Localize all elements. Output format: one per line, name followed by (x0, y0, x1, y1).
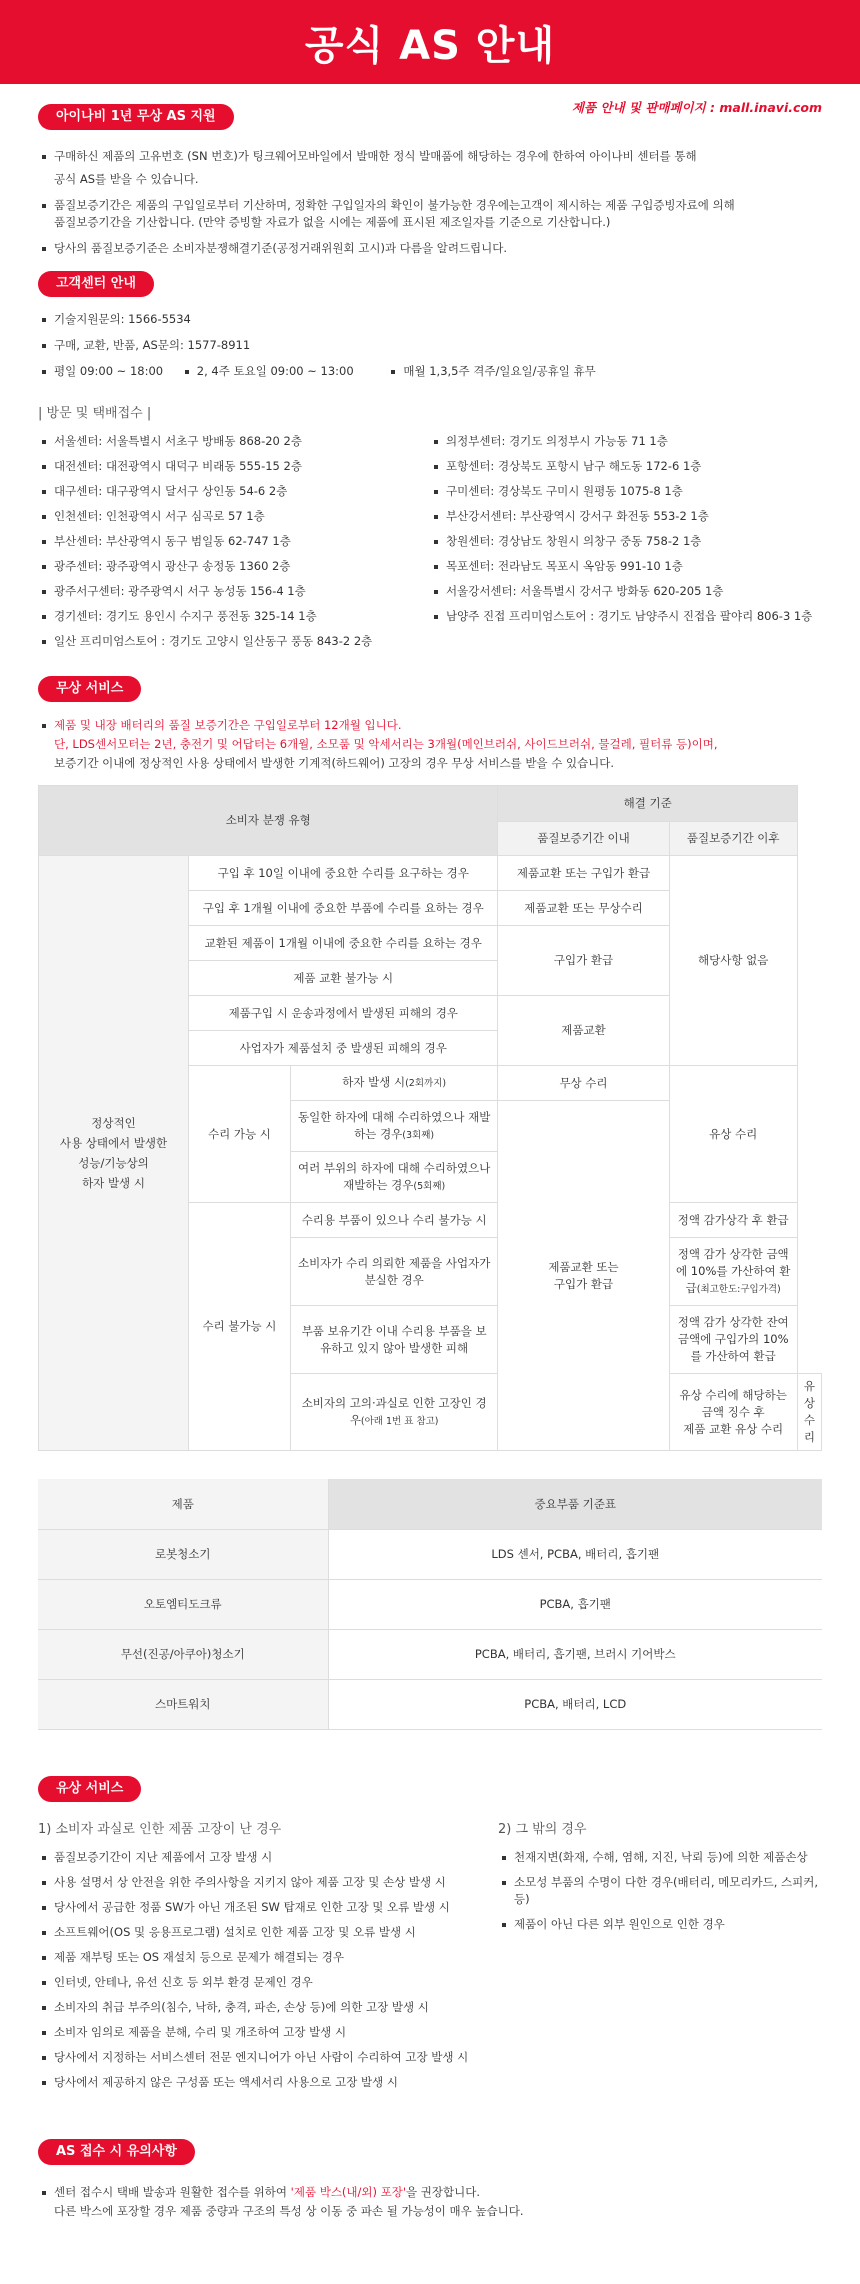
table-cell: 소비자의 고의·과실로 인한 고장인 경우(아래 1번 표 참고) (290, 1374, 498, 1451)
content (0, 98, 860, 2221)
table-cell: 제품교환 또는 구입가 환급 (498, 1101, 669, 1451)
center-item: 서울강서센터: 서울특별시 강서구 방화동 620-205 1층 (430, 583, 822, 600)
table-cell: 여러 부위의 하자에 대해 수리하였으나 재발하는 경우(5회째) (290, 1152, 498, 1203)
table-cell: 유상 수리 (669, 1066, 797, 1203)
parts-cell: PCBA, 흡기팬 (328, 1579, 822, 1629)
caution-line-1: 센터 접수시 택배 발송과 원활한 접수를 위하여 '제품 박스(내/외) 포장'을 권장합니다. (54, 2184, 480, 2199)
paid-service-columns (38, 1818, 822, 2099)
list-item: 공식 AS를 받을 수 있습니다. (54, 172, 199, 186)
list-item: 소프트웨어(OS 및 응용프로그램) 설치로 인한 제품 고장 및 오류 발생 시 (38, 1924, 498, 1941)
free-service-notice (38, 716, 822, 773)
table-cell: 동일한 하자에 대해 수리하였으나 재발하는 경우(3회째) (290, 1101, 498, 1152)
table-cell: 제품교환 (498, 996, 669, 1066)
table-cell: 정액 감가상각 후 환급 (669, 1203, 797, 1238)
purchase-phone: 구매, 교환, 반품, AS문의: 1577-8911 (38, 337, 822, 354)
table-cell: 유상 수리 (797, 1374, 821, 1451)
table-cell: 정액 감가 상각한 금액에 10%를 가산하여 환급(최고한도:구입가격) (669, 1238, 797, 1306)
free-as-section (38, 104, 822, 257)
paid-col-consumer (38, 1818, 498, 2099)
caution-section (38, 2139, 822, 2221)
table-cell: 수리 불가능 시 (189, 1203, 291, 1451)
visit-title: | 방문 및 택배접수 | (38, 406, 152, 421)
list-item: 당사에서 지정하는 서비스센터 전문 엔지니어가 아닌 사람이 수리하여 고장 발생 시 (38, 2049, 498, 2066)
table-cell: 교환된 제품이 1개월 이내에 중요한 수리를 요하는 경우 (189, 926, 498, 961)
list-item: 당사에서 제공하지 않은 구성품 또는 액세서리 사용으로 고장 발생 시 (38, 2074, 498, 2091)
list-item: 당사에서 공급한 정품 SW가 아닌 개조된 SW 탑재로 인한 고장 및 오류 발생 시 (38, 1899, 498, 1916)
free-service-pill: 무상 서비스 (38, 676, 141, 702)
table-cell: 정액 감가 상각한 잔여 금액에 구입가의 10%를 가산하여 환급 (669, 1306, 797, 1374)
free-as-pill: 아이나비 1년 무상 AS 지원 (38, 104, 234, 130)
caution-notice (38, 2183, 822, 2221)
center-item: 포항센터: 경상북도 포항시 남구 해도동 172-6 1층 (430, 458, 822, 475)
paid-col-title: 1) 소비자 과실로 인한 제품 고장이 난 경우 (38, 1821, 282, 1837)
header-after-warranty: 품질보증기간 이후 (669, 822, 797, 856)
table-cell: 제품구입 시 운송과정에서 발생된 피해의 경우 (189, 996, 498, 1031)
paid-col-title: 2) 그 밖의 경우 (498, 1821, 587, 1837)
list-item: 사용 설명서 상 안전을 위한 주의사항을 지키지 않아 제품 고장 및 손상 발생 시 (38, 1874, 498, 1891)
mall-link[interactable]: 제품 안내 및 판매페이지 : mall.inavi.com (571, 100, 822, 115)
table-cell: 수리 가능 시 (189, 1066, 291, 1203)
table-cell: 유상 수리에 해당하는 금액 징수 후 제품 교환 유상 수리 (669, 1374, 797, 1451)
center-item: 일산 프리미엄스토어 : 경기도 고양시 일산동구 풍동 843-2 2층 (38, 633, 430, 650)
center-item: 목포센터: 전라남도 목포시 옥암동 991-10 1층 (430, 558, 822, 575)
center-item: 경기센터: 경기도 용인시 수지구 풍전동 325-14 1층 (38, 608, 430, 625)
product-cell: 로봇청소기 (38, 1529, 328, 1579)
table-row (38, 1679, 822, 1729)
list-item: 인터넷, 안테나, 유선 신호 등 외부 환경 문제인 경우 (38, 1974, 498, 1991)
center-item: 광주센터: 광주광역시 광산구 송정동 1360 2층 (38, 558, 430, 575)
center-list-left (38, 433, 430, 658)
caution-pill: AS 접수 시 유의사항 (38, 2139, 195, 2165)
list-item: 제품이 아닌 다른 외부 원인으로 인한 경우 (498, 1916, 822, 1933)
table-cell: 무상 수리 (498, 1066, 669, 1101)
center-list (38, 433, 822, 658)
list-item: 품질보증기간이 지난 제품에서 고장 발생 시 (38, 1849, 498, 1866)
customer-center-section (38, 271, 822, 380)
hero-banner (0, 0, 860, 84)
center-item: 남양주 진접 프리미엄스토어 : 경기도 남양주시 진접읍 팔야리 806-3 1층 (430, 608, 822, 625)
header-parts: 중요부품 기준표 (328, 1479, 822, 1529)
hours-closed: 매월 1,3,5주 격주/일요일/공휴일 휴무 (389, 364, 611, 378)
center-item: 인천센터: 인천광역시 서구 심곡로 57 1층 (38, 508, 430, 525)
center-item: 대구센터: 대구광역시 달서구 상인동 54-6 2층 (38, 483, 430, 500)
visit-section (38, 402, 822, 658)
defect-group: 정상적인 사용 상태에서 발생한 성능/기능상의 하자 발생 시 (39, 856, 189, 1451)
page-title: 공식 AS 안내 (304, 22, 556, 69)
paid-col-other (498, 1818, 822, 2099)
list-item: 천재지변(화재, 수해, 염해, 지진, 낙뢰 등)에 의한 제품손상 (498, 1849, 822, 1866)
warranty-line-2: 단, LDS센서모터는 2년, 충전기 및 어답터는 6개월, 소모품 및 악세서리는 3개월(메인브러쉬, 사이드브러쉬, 물걸레, 필터류 등)이며, (54, 737, 718, 751)
free-service-section (38, 676, 822, 1730)
table-cell: 부품 보유기간 이내 수리용 부품을 보유하고 있지 않아 발생한 피해 (290, 1306, 498, 1374)
center-item: 구미센터: 경상북도 구미시 원평동 1075-8 1층 (430, 483, 822, 500)
table-cell: 구입 후 10일 이내에 중요한 수리를 요구하는 경우 (189, 856, 498, 891)
list-item: 제품 재부팅 또는 OS 재설치 등으로 문제가 해결되는 경우 (38, 1949, 498, 1966)
list-item: 구매하신 제품의 고유번호 (SN 번호)가 팅크웨어모바일에서 발매한 정식 발매품에 해당하는 경우에 한하여 아이나비 센터를 통해 (38, 148, 822, 165)
table-cell: 소비자가 수리 의뢰한 제품을 사업자가 분실한 경우 (290, 1238, 498, 1306)
paid-service-pill: 유상 서비스 (38, 1776, 141, 1802)
hours-row (38, 363, 822, 380)
list-item: 소비자 임의로 제품을 분해, 수리 및 개조하여 고장 발생 시 (38, 2024, 498, 2041)
table-cell: 구입가 환급 (498, 926, 669, 996)
table-cell: 제품 교환 불가능 시 (189, 961, 498, 996)
header-product: 제품 (38, 1479, 328, 1529)
table-cell: 구입 후 1개월 이내에 중요한 부품에 수리를 요하는 경우 (189, 891, 498, 926)
customer-center-list (38, 311, 822, 380)
table-cell: 사업자가 제품설치 중 발생된 피해의 경우 (189, 1031, 498, 1066)
free-as-list (38, 148, 822, 257)
center-item: 부산강서센터: 부산광역시 강서구 화전동 553-2 1층 (430, 508, 822, 525)
paid-service-section (38, 1776, 822, 2099)
parts-cell: LDS 센서, PCBA, 배터리, 흡기팬 (328, 1529, 822, 1579)
as-criteria-table (38, 785, 822, 1451)
table-row (38, 1629, 822, 1679)
hours-saturday: 2, 4주 토요일 09:00 ~ 13:00 (183, 364, 370, 378)
tech-support-phone: 기술지원문의: 1566-5534 (38, 311, 822, 328)
center-item: 서울센터: 서울특별시 서초구 방배동 868-20 2층 (38, 433, 430, 450)
table-cell: 제품교환 또는 구입가 환급 (498, 856, 669, 891)
center-item: 광주서구센터: 광주광역시 서구 농성동 156-4 1층 (38, 583, 430, 600)
list-item: 품질보증기간은 제품의 구입일로부터 기산하며, 정확한 구입일자의 확인이 불가능한 경우에는고객이 제시하는 제품 구입증빙자료에 의해 (38, 197, 822, 214)
table-row (38, 1529, 822, 1579)
header-dispute-type: 소비자 분쟁 유형 (39, 786, 498, 856)
warranty-line-1: 제품 및 내장 배터리의 품질 보증기간은 구입일로부터 12개월 입니다. (54, 718, 402, 732)
customer-center-pill: 고객센터 안내 (38, 271, 154, 297)
product-cell: 무선(진공/아쿠아)청소기 (38, 1629, 328, 1679)
list-item: 소모성 부품의 수명이 다한 경우(배터리, 메모리카드, 스피커, 등) (498, 1874, 822, 1908)
parts-table (38, 1479, 822, 1730)
table-cell: 제품교환 또는 무상수리 (498, 891, 669, 926)
center-item: 대전센터: 대전광역시 대덕구 비래동 555-15 2층 (38, 458, 430, 475)
table-cell: 수리용 부품이 있으나 수리 불가능 시 (290, 1203, 498, 1238)
header-within-warranty: 품질보증기간 이내 (498, 822, 669, 856)
warranty-line-3: 보증기간 이내에 정상적인 사용 상태에서 발생한 기계적(하드웨어) 고장의 경우 무상 서비스를 받을 수 있습니다. (54, 756, 615, 770)
list-item: 품질보증기간을 기산합니다. (만약 증빙할 자료가 없을 시에는 제품에 표시된 제조일자를 기준으로 기산합니다.) (54, 215, 611, 229)
list-item: 당사의 품질보증기준은 소비자분쟁해결기준(공정거래위원회 고시)과 다름을 알려드립니다. (38, 240, 822, 257)
center-list-right (430, 433, 822, 658)
center-item: 부산센터: 부산광역시 동구 범일동 62-747 1층 (38, 533, 430, 550)
header-resolution: 해결 기준 (498, 786, 797, 822)
caution-line-2: 다른 박스에 포장할 경우 제품 중량과 구조의 특성 상 이동 중 파손 될 가능성이 매우 높습니다. (54, 2203, 524, 2218)
list-item: 소비자의 취급 부주의(침수, 낙하, 충격, 파손, 손상 등)에 의한 고장 발생 시 (38, 1999, 498, 2016)
table-cell: 하자 발생 시(2회까지) (290, 1066, 498, 1101)
table-cell: 해당사항 없음 (669, 856, 797, 1066)
parts-cell: PCBA, 배터리, LCD (328, 1679, 822, 1729)
table-row (38, 1579, 822, 1629)
center-item: 창원센터: 경상남도 창원시 의창구 중동 758-2 1층 (430, 533, 822, 550)
box-packaging-highlight: '제품 박스(내/외) 포장' (290, 2184, 407, 2199)
product-cell: 스마트워치 (38, 1679, 328, 1729)
product-cell: 오토엠티도크류 (38, 1579, 328, 1629)
hours-weekday: 평일 09:00 ~ 18:00 (54, 364, 164, 378)
center-item: 의정부센터: 경기도 의정부시 가능동 71 1층 (430, 433, 822, 450)
parts-cell: PCBA, 배터리, 흡기팬, 브러시 기어박스 (328, 1629, 822, 1679)
